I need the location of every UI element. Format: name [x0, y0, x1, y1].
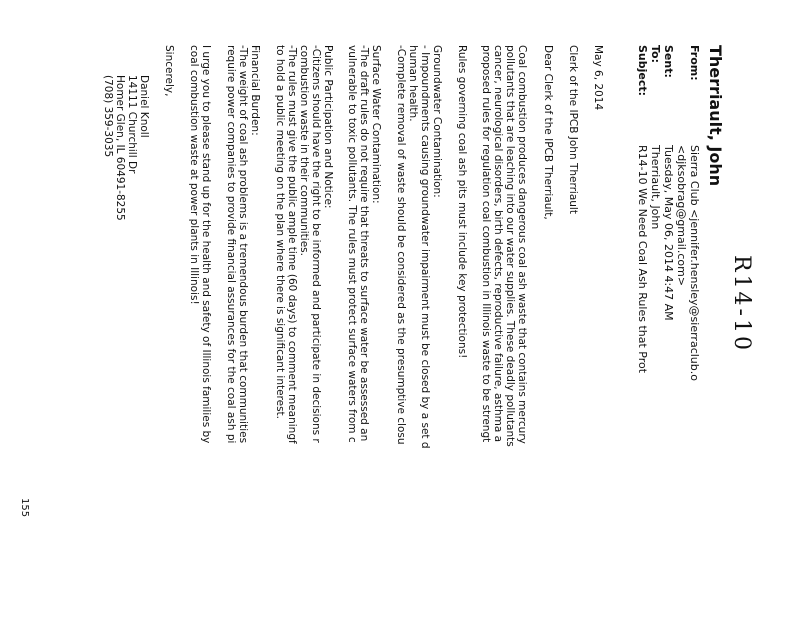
financial-line: Financial Burden:: [249, 45, 261, 136]
financial-line: require power companies to provide financial assurances for the coal ash pi: [225, 45, 237, 444]
participation-line: combustion waste in their communities.: [298, 45, 310, 256]
groundwater-line: Groundwater Contamination:: [431, 45, 443, 198]
salutation-line: Dear Clerk of the IPCB Therriault,: [542, 45, 554, 220]
sent-label: Sent:: [662, 45, 675, 78]
docket-number: R14-10: [729, 255, 754, 353]
signature-line: Homer Glen, IL 60491-8255: [114, 75, 126, 221]
signature-line: (708) 359-3035: [102, 75, 114, 158]
closing-line: coal combustion waste at power plants in Illinois!: [188, 45, 200, 305]
rules-line: Rules governing coal ash pits must include key protections!: [456, 45, 468, 359]
participation-line: -Citizens should have the right to be informed and participate in decisions r: [310, 45, 322, 443]
financial-line: -The weight of coal ash problems is a tremendous burden that communities: [237, 45, 249, 444]
to-label: To:: [649, 45, 662, 63]
participation-line: to hold a public meeting on the plan where there is significant interest.: [274, 45, 286, 420]
letter-date: May 6, 2014: [592, 45, 604, 111]
sent-value: Tuesday, May 06, 2014 4:47 AM: [662, 145, 675, 321]
signature-line: 14111 Churchill Dr: [126, 75, 138, 174]
intro-line: cancer, neurological disorders, birth defects, reproductive failure, asthma a: [492, 45, 504, 443]
groundwater-line: -Complete removal of waste should be considered as the presumptive closu: [395, 45, 407, 445]
signoff: Sincerely,: [163, 45, 175, 97]
participation-line: -The rules must give the public ample time (60 days) to comment meaningf: [286, 45, 298, 444]
from-value-line2: <djksobrag@gmail.com>: [675, 145, 688, 287]
subject-label: Subject:: [636, 45, 649, 97]
participation-line: Public Participation and Notice:: [322, 45, 334, 209]
surface-line: -The draft rules do not require that threats to surface water be assessed an: [358, 45, 370, 442]
signature-line: Daniel Knoll: [138, 75, 150, 138]
to-value: Therriault, John: [649, 145, 662, 230]
intro-line: proposed rules for regulation coal combustion in Illinois waste to be strengt: [480, 45, 492, 443]
groundwater-line: human health.: [407, 45, 419, 122]
salutation-line: Clerk of the IPCB John Therriault: [567, 45, 579, 214]
sender-name: Therriault, John: [706, 45, 725, 187]
groundwater-line: - Impoundments causing groundwater impairment must be closed by a set d: [419, 45, 431, 449]
intro-line: Coal combustion produces dangerous coal ash waste that contains mercury: [516, 45, 528, 444]
closing-line: I urge you to please stand up for the health and safety of Illinois families by: [200, 45, 212, 444]
from-label: From:: [688, 45, 701, 81]
surface-line: Surface Water Contamination:: [370, 45, 382, 204]
intro-line: pollutants that are leaching into our water supplies. These deadly pollutants: [504, 45, 516, 447]
subject-value: R14-10 We Need Coal Ash Rules that Prot: [636, 145, 649, 374]
page-number: 155: [19, 498, 30, 518]
from-value-line1: Sierra Club <jennifer.hensley@sierraclub.o: [688, 145, 701, 381]
surface-line: vulnerable to toxic pollutants. The rules must protect surface waters from c: [346, 45, 358, 443]
